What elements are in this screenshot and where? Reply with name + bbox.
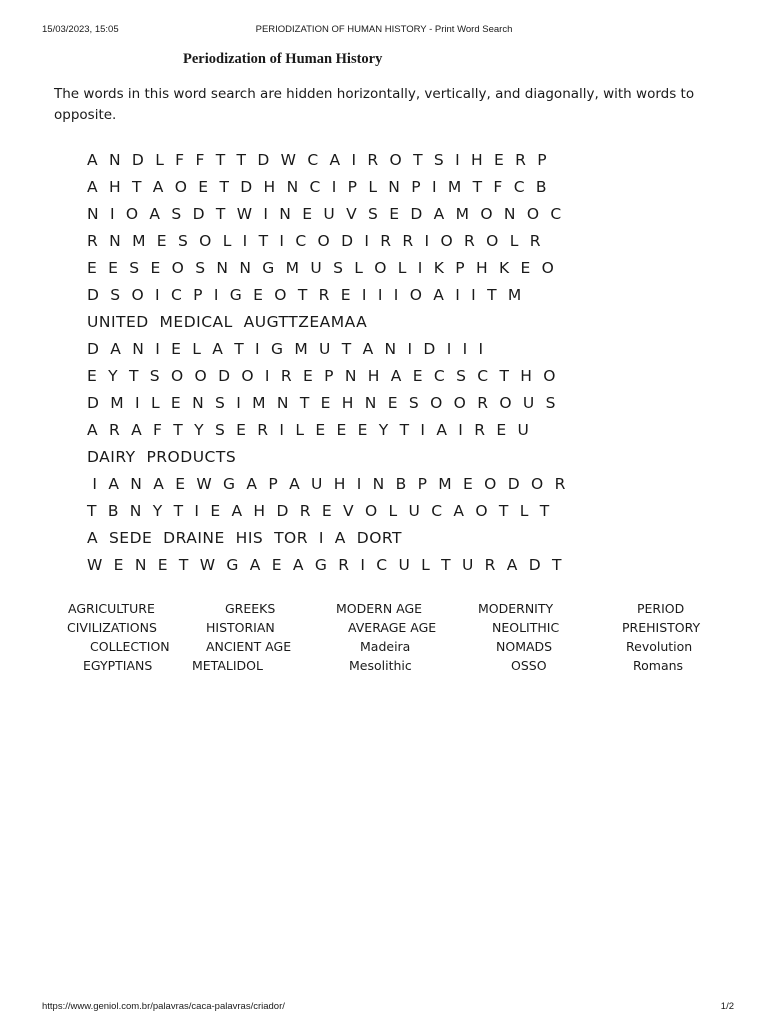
grid-row: R N M E S O L I T I C O D I R R I O R O L R <box>87 232 541 250</box>
word-list-item: Mesolithic <box>349 658 412 673</box>
word-list-row <box>0 620 768 639</box>
word-list <box>0 601 768 677</box>
word-list-item: Revolution <box>626 639 693 654</box>
grid-row: W E N E T W G A E A G R I C U L T U R A D T <box>87 556 562 574</box>
word-list-item: METALIDOL <box>192 658 263 673</box>
grid-row: A R A F T Y S E R I L E E E Y T I A I R E U <box>87 421 530 439</box>
word-list-item: PREHISTORY <box>622 620 701 635</box>
word-list-item: CIVILIZATIONS <box>67 620 157 635</box>
instructions-text: The words in this word search are hidden horizontally, vertically, and diagonally, with words to opposite. <box>54 86 695 123</box>
word-list-item: GREEKS <box>225 601 276 616</box>
word-list-item: MODERN AGE <box>336 601 423 616</box>
grid-row: N I O A S D T W I N E U V S E D A M O N O C <box>87 205 562 223</box>
grid-row: A SEDE DRAINE HIS TOR I A DORT <box>87 529 403 547</box>
source-url-link[interactable]: https://www.geniol.com.br/palavras/caca-palavras/criador/ <box>42 1001 285 1012</box>
grid-row: A H T A O E T D H N C I P L N P I M T F C B <box>87 178 548 196</box>
grid-row: DAIRY PRODUCTS <box>87 448 237 466</box>
grid-row: D M I L E N S I M N T E H N E S O O R O U S <box>87 394 556 412</box>
grid-row: D S O I C P I G E O T R E I I I O A I I T M <box>87 286 522 304</box>
word-list-row <box>0 658 768 677</box>
grid-row: T B N Y T I E A H D R E V O L U C A O T L T <box>87 502 550 520</box>
word-list-item: Romans <box>633 658 684 673</box>
grid-row: E Y T S O O D O I R E P N H A E C S C T H O <box>87 367 556 385</box>
print-header <box>0 24 768 38</box>
word-search-grid <box>87 147 727 579</box>
word-list-item: MODERNITY <box>478 601 554 616</box>
grid-row: UNITED MEDICAL AUGTTZEAMAA <box>87 313 368 331</box>
word-list-item: HISTORIAN <box>206 620 275 635</box>
grid-row: D A N I E L A T I G M U T A N I D I I I <box>87 340 484 358</box>
grid-row: A N D L F F T T D W C A I R O T S I H E R P <box>87 151 548 169</box>
word-list-item: Madeira <box>360 639 411 654</box>
page-number: 1/2 <box>720 1001 734 1012</box>
word-list-row <box>0 601 768 620</box>
word-list-item: AVERAGE AGE <box>348 620 437 635</box>
word-list-item: PERIOD <box>637 601 685 616</box>
word-list-row <box>0 639 768 658</box>
grid-row: I A N A E W G A P A U H I N B P M E O D O R <box>87 475 566 493</box>
word-list-item: AGRICULTURE <box>68 601 155 616</box>
word-list-item: EGYPTIANS <box>83 658 153 673</box>
word-list-item: ANCIENT AGE <box>206 639 292 654</box>
word-list-item: OSSO <box>511 658 547 673</box>
word-list-item: COLLECTION <box>90 639 170 654</box>
print-page-title: PERIODIZATION OF HUMAN HISTORY - Print Word Search <box>255 24 513 35</box>
word-list-item: NEOLITHIC <box>492 620 560 635</box>
grid-row: E E S E O S N N G M U S L O L I K P H K E O <box>87 259 555 277</box>
word-list-item: NOMADS <box>496 639 553 654</box>
document-title: Periodization of Human History <box>183 51 383 67</box>
print-datetime: 15/03/2023, 15:05 <box>42 24 119 35</box>
